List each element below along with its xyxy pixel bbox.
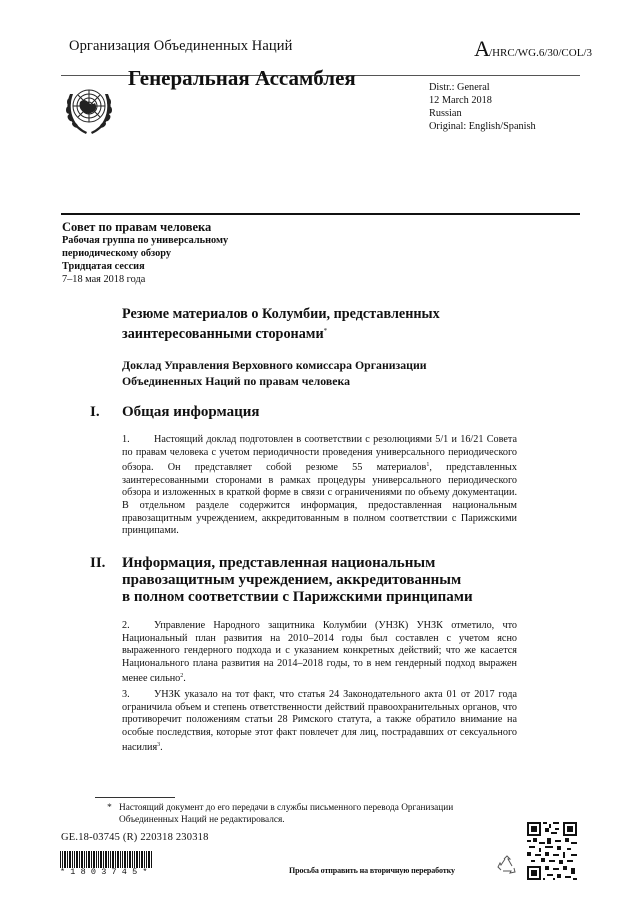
section-title-line: Информация, представленная национальным — [122, 555, 436, 571]
document-language: Russian — [429, 108, 462, 119]
session-name: Тридцатая сессия — [62, 261, 145, 272]
un-emblem-icon — [64, 82, 114, 138]
footnote-ref[interactable]: 3 — [157, 742, 161, 749]
paragraph-3 — [122, 689, 517, 755]
title-footnote-marker: * — [323, 327, 328, 335]
section-title — [122, 555, 473, 606]
footnote-marker: * — [107, 803, 112, 813]
paragraph-1 — [122, 434, 517, 538]
paragraph-text: Настоящий доклад подготовлен в соответствии с резолюциями 5/1 и 16/21 Совета по правам человека с учетом периодичности проведения универсального периодического обзора. Он представляет собой резюме 55 материалов — [122, 434, 517, 474]
working-group-line2: периодическому обзору — [62, 248, 171, 259]
barcode-icon — [60, 851, 152, 868]
paragraph-number: 3. — [122, 689, 130, 700]
document-symbol — [474, 36, 592, 62]
council-name: Совет по правам человека — [62, 220, 212, 234]
document-subtitle — [122, 357, 427, 389]
working-group-line1: Рабочая группа по универсальному — [62, 235, 229, 246]
paragraph-text-cont: . — [160, 742, 163, 754]
section-number: I. — [90, 404, 100, 420]
distribution-type: Distr.: General — [429, 82, 490, 93]
document-date: 12 March 2018 — [429, 95, 492, 106]
footnote-ref[interactable]: 2 — [180, 673, 184, 680]
masthead-rule — [61, 213, 580, 215]
paragraph-text: УНЗК указало на тот факт, что статья 24 Законодательного акта 01 от 2017 года ограничила объем и степень ответственности действий правоохранительных органов, что противоречит положениям статьи 28 Римского статута, а также обратило внимание на особые последствия, которые этот факт повлечет для лиц, пострадавших от сексуального насилия — [122, 689, 517, 754]
footnote — [100, 802, 530, 826]
paragraph-text-cont: , представленных заинтересованными сторонами в рамках процедуры универсального периодического обзора и изложенных в краткой форме в связи с ограничениями по объему документации. В отдельном разделе содержится информация, предоставленная национальным правозащитным учреждением, аккредитованным в полном соответствии с Парижскими принципами. — [122, 462, 517, 537]
paragraph-number: 2. — [122, 620, 130, 631]
section-title — [122, 404, 260, 421]
footnote-ref[interactable]: 1 — [426, 462, 430, 469]
footnote-separator — [95, 797, 175, 798]
council-block — [62, 221, 228, 286]
symbol-prefix: A — [474, 36, 490, 61]
distribution-block — [429, 81, 536, 133]
section-title-line: Общая информация — [122, 404, 260, 420]
paragraph-text-cont: . — [183, 673, 186, 685]
footnote-line1: Настоящий документ до его передачи в службы письменного перевода Организации — [119, 803, 454, 813]
organization-name: Организация Объединенных Наций — [69, 38, 293, 54]
document-title — [122, 306, 440, 343]
session-dates: 7–18 мая 2018 года — [62, 274, 146, 285]
paragraph-text: Управление Народного защитника Колумбии (УНЗК) УНЗК отметило, что Национальный план развития на 2010–2014 годы был составлен с учетом ясно выраженного гендерного подхода и с указанием конкретных действий; что же касается Национального плана развития на 2014–2018 годы, то в нем гендерный подход выражен менее сильно — [122, 620, 517, 685]
original-language: Original: English/Spanish — [429, 121, 536, 132]
symbol-rest: /HRC/WG.6/30/COL/3 — [489, 47, 592, 59]
section-number: II. — [90, 555, 106, 571]
qr-code-icon — [527, 822, 577, 880]
paragraph-2 — [122, 620, 517, 686]
section-title-line: правозащитным учреждением, аккредитованным — [122, 572, 462, 588]
title-line1: Резюме материалов о Колумбии, представленных — [122, 306, 440, 322]
recycle-icon — [497, 855, 517, 877]
recycle-text: Просьба отправить на вторичную переработку — [289, 866, 455, 875]
subtitle-line2: Объединенных Наций по правам человека — [122, 374, 350, 388]
section-title-line: в полном соответствии с Парижскими принципами — [122, 589, 473, 605]
barcode-number: *1803745* — [60, 867, 153, 877]
body-name: Генеральная Ассамблея — [128, 66, 356, 90]
paragraph-number: 1. — [122, 434, 130, 445]
job-number: GE.18-03745 (R) 220318 230318 — [61, 832, 209, 843]
title-line2: заинтересованными сторонами — [122, 326, 324, 342]
subtitle-line1: Доклад Управления Верховного комиссара Организации — [122, 358, 427, 372]
footnote-line2: Объединенных Наций не редактировался. — [119, 815, 285, 825]
